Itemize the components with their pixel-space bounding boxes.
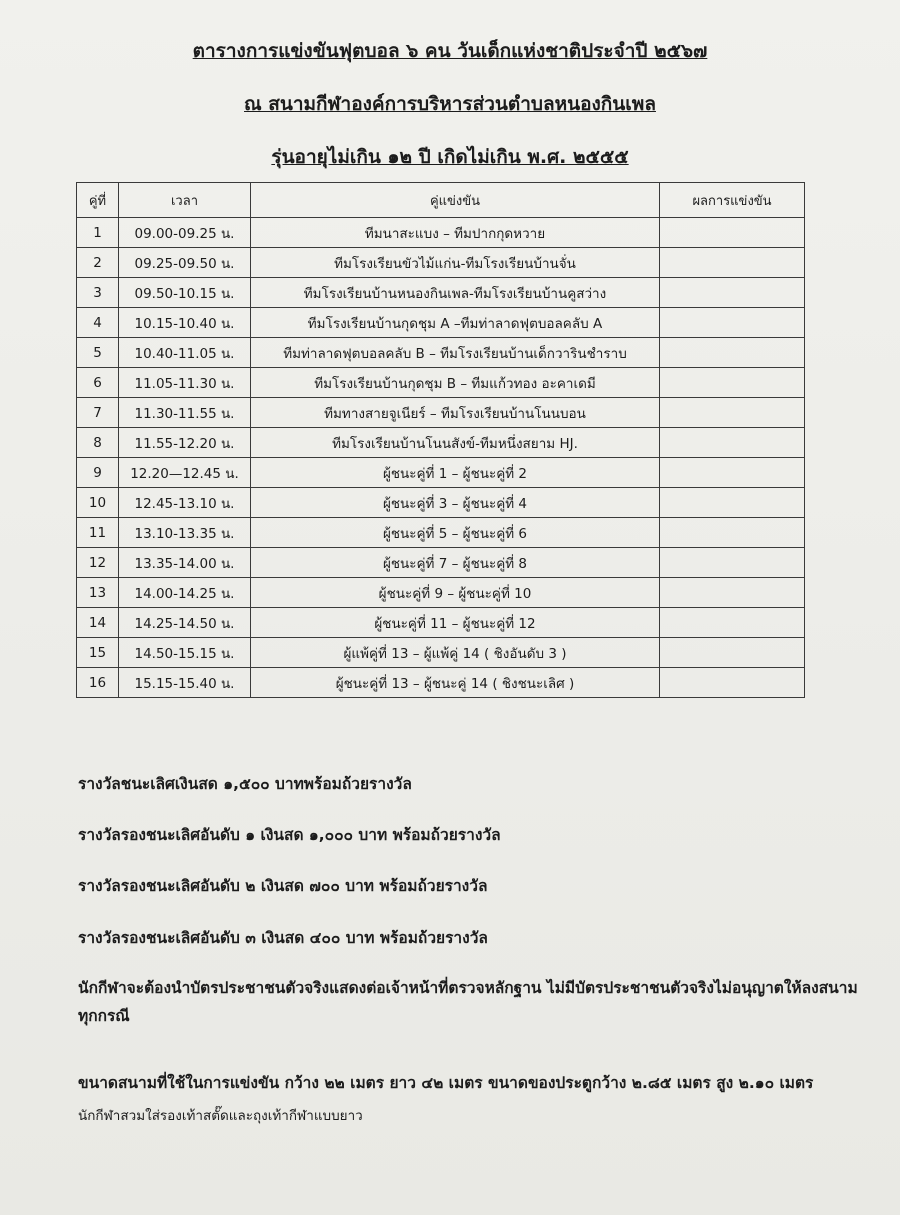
table-row xyxy=(77,608,805,638)
venue-title: ณ สนามกีฬาองค์การบริหารส่วนตำบลหนองกินเพล xyxy=(244,93,656,115)
result-cell xyxy=(660,548,805,578)
time-cell: 09.00-09.25 น. xyxy=(119,218,251,248)
table-row xyxy=(77,398,805,428)
time-cell: 12.45-13.10 น. xyxy=(119,488,251,518)
table-row xyxy=(77,218,805,248)
match-no-cell: 9 xyxy=(77,458,119,488)
teams-cell: ทีมโรงเรียนบ้านหนองกินเพล-ทีมโรงเรียนบ้านคูสว่าง xyxy=(251,278,660,308)
rule-shoes: นักกีฬาสวมใส่รองเท้าสตั๊ดและถุงเท้ากีฬาแบบยาว xyxy=(78,1108,363,1124)
time-cell: 14.50-15.15 น. xyxy=(119,638,251,668)
match-no-cell: 15 xyxy=(77,638,119,668)
result-cell xyxy=(660,638,805,668)
result-cell xyxy=(660,518,805,548)
match-no-cell: 8 xyxy=(77,428,119,458)
match-no-cell: 2 xyxy=(77,248,119,278)
prize-runner-up-3: รางวัลรองชนะเลิศอันดับ ๓ เงินสด ๔๐๐ บาท พร้อมถ้วยรางวัล xyxy=(78,929,488,947)
match-no-cell: 5 xyxy=(77,338,119,368)
table-row xyxy=(77,278,805,308)
teams-cell: ผู้ชนะคู่ที่ 3 – ผู้ชนะคู่ที่ 4 xyxy=(251,488,660,518)
time-cell: 10.40-11.05 น. xyxy=(119,338,251,368)
match-no-cell: 11 xyxy=(77,518,119,548)
prize-winner: รางวัลชนะเลิศเงินสด ๑,๕๐๐ บาทพร้อมถ้วยรางวัล xyxy=(78,775,412,793)
table-header-row xyxy=(77,183,805,218)
teams-cell: ทีมโรงเรียนบ้านกุดชุม A –ทีมท่าลาดฟุตบอลคลับ A xyxy=(251,308,660,338)
result-cell xyxy=(660,218,805,248)
teams-cell: ผู้ชนะคู่ที่ 7 – ผู้ชนะคู่ที่ 8 xyxy=(251,548,660,578)
header-time: เวลา xyxy=(119,183,251,218)
table-row xyxy=(77,428,805,458)
match-no-cell: 13 xyxy=(77,578,119,608)
time-cell: 13.10-13.35 น. xyxy=(119,518,251,548)
table-row xyxy=(77,518,805,548)
table-row xyxy=(77,548,805,578)
rule-id-card: นักกีฬาจะต้องนำบัตรประชาชนตัวจริงแสดงต่อเจ้าหน้าที่ตรวจหลักฐาน ไม่มีบัตรประชาชนตัวจริงไม่อนุญาตให้ลงสนามทุกกรณี xyxy=(78,979,858,1025)
result-cell xyxy=(660,488,805,518)
teams-cell: ทีมโรงเรียนขัวไม้แก่น-ทีมโรงเรียนบ้านจั่น xyxy=(251,248,660,278)
match-no-cell: 1 xyxy=(77,218,119,248)
result-cell xyxy=(660,308,805,338)
teams-cell: ผู้ชนะคู่ที่ 5 – ผู้ชนะคู่ที่ 6 xyxy=(251,518,660,548)
match-no-cell: 6 xyxy=(77,368,119,398)
result-cell xyxy=(660,398,805,428)
table-row xyxy=(77,308,805,338)
header-teams: คู่แข่งขัน xyxy=(251,183,660,218)
table-row xyxy=(77,578,805,608)
match-no-cell: 14 xyxy=(77,608,119,638)
time-cell: 15.15-15.40 น. xyxy=(119,668,251,698)
teams-cell: ทีมนาสะแบง – ทีมปากกุดหวาย xyxy=(251,218,660,248)
result-cell xyxy=(660,578,805,608)
prize-runner-up-1: รางวัลรองชนะเลิศอันดับ ๑ เงินสด ๑,๐๐๐ บาท พร้อมถ้วยรางวัล xyxy=(78,826,501,844)
match-schedule-table xyxy=(76,182,805,698)
table-row xyxy=(77,368,805,398)
table-row xyxy=(77,458,805,488)
time-cell: 10.15-10.40 น. xyxy=(119,308,251,338)
document-title: ตารางการแข่งขันฟุตบอล ๖ คน วันเด็กแห่งชาติประจำปี ๒๕๖๗ xyxy=(192,40,708,62)
time-cell: 11.55-12.20 น. xyxy=(119,428,251,458)
time-cell: 11.30-11.55 น. xyxy=(119,398,251,428)
result-cell xyxy=(660,248,805,278)
teams-cell: ทีมทางสายจูเนียร์ – ทีมโรงเรียนบ้านโนนบอน xyxy=(251,398,660,428)
teams-cell: ผู้ชนะคู่ที่ 9 – ผู้ชนะคู่ที่ 10 xyxy=(251,578,660,608)
result-cell xyxy=(660,368,805,398)
time-cell: 11.05-11.30 น. xyxy=(119,368,251,398)
match-no-cell: 4 xyxy=(77,308,119,338)
teams-cell: ทีมท่าลาดฟุตบอลคลับ B – ทีมโรงเรียนบ้านเด็กวารินชำราบ xyxy=(251,338,660,368)
teams-cell: ทีมโรงเรียนบ้านโนนสังข์-ทีมหนึ่งสยาม HJ. xyxy=(251,428,660,458)
table-row xyxy=(77,488,805,518)
teams-cell: ผู้ชนะคู่ที่ 1 – ผู้ชนะคู่ที่ 2 xyxy=(251,458,660,488)
teams-cell: ผู้แพ้คู่ที่ 13 – ผู้แพ้คู่ 14 ( ชิงอันดับ 3 ) xyxy=(251,638,660,668)
match-no-cell: 10 xyxy=(77,488,119,518)
table-body xyxy=(77,218,805,698)
time-cell: 12.20—12.45 น. xyxy=(119,458,251,488)
prize-runner-up-2: รางวัลรองชนะเลิศอันดับ ๒ เงินสด ๗๐๐ บาท พร้อมถ้วยรางวัล xyxy=(78,877,488,895)
header-match-no: คู่ที่ xyxy=(77,183,119,218)
match-no-cell: 12 xyxy=(77,548,119,578)
match-no-cell: 7 xyxy=(77,398,119,428)
table-row xyxy=(77,638,805,668)
time-cell: 09.50-10.15 น. xyxy=(119,278,251,308)
result-cell xyxy=(660,668,805,698)
header-result: ผลการแข่งขัน xyxy=(660,183,805,218)
result-cell xyxy=(660,428,805,458)
time-cell: 09.25-09.50 น. xyxy=(119,248,251,278)
teams-cell: ผู้ชนะคู่ที่ 13 – ผู้ชนะคู่ 14 ( ชิงชนะเลิศ ) xyxy=(251,668,660,698)
teams-cell: ทีมโรงเรียนบ้านกุดชุม B – ทีมแก้วทอง อะคาเดมี xyxy=(251,368,660,398)
table-row xyxy=(77,338,805,368)
time-cell: 14.00-14.25 น. xyxy=(119,578,251,608)
teams-cell: ผู้ชนะคู่ที่ 11 – ผู้ชนะคู่ที่ 12 xyxy=(251,608,660,638)
time-cell: 13.35-14.00 น. xyxy=(119,548,251,578)
result-cell xyxy=(660,458,805,488)
table-row xyxy=(77,668,805,698)
time-cell: 14.25-14.50 น. xyxy=(119,608,251,638)
match-no-cell: 16 xyxy=(77,668,119,698)
table-row xyxy=(77,248,805,278)
result-cell xyxy=(660,278,805,308)
age-group-title: รุ่นอายุไม่เกิน ๑๒ ปี เกิดไม่เกิน พ.ศ. ๒๕๕๕ xyxy=(271,146,629,168)
result-cell xyxy=(660,608,805,638)
rule-field-size: ขนาดสนามที่ใช้ในการแข่งขัน กว้าง ๒๒ เมตร ยาว ๔๒ เมตร ขนาดของประตูกว้าง ๒.๘๕ เมตร สูง ๒.๑๐ เมตร xyxy=(78,1074,814,1092)
match-no-cell: 3 xyxy=(77,278,119,308)
result-cell xyxy=(660,338,805,368)
